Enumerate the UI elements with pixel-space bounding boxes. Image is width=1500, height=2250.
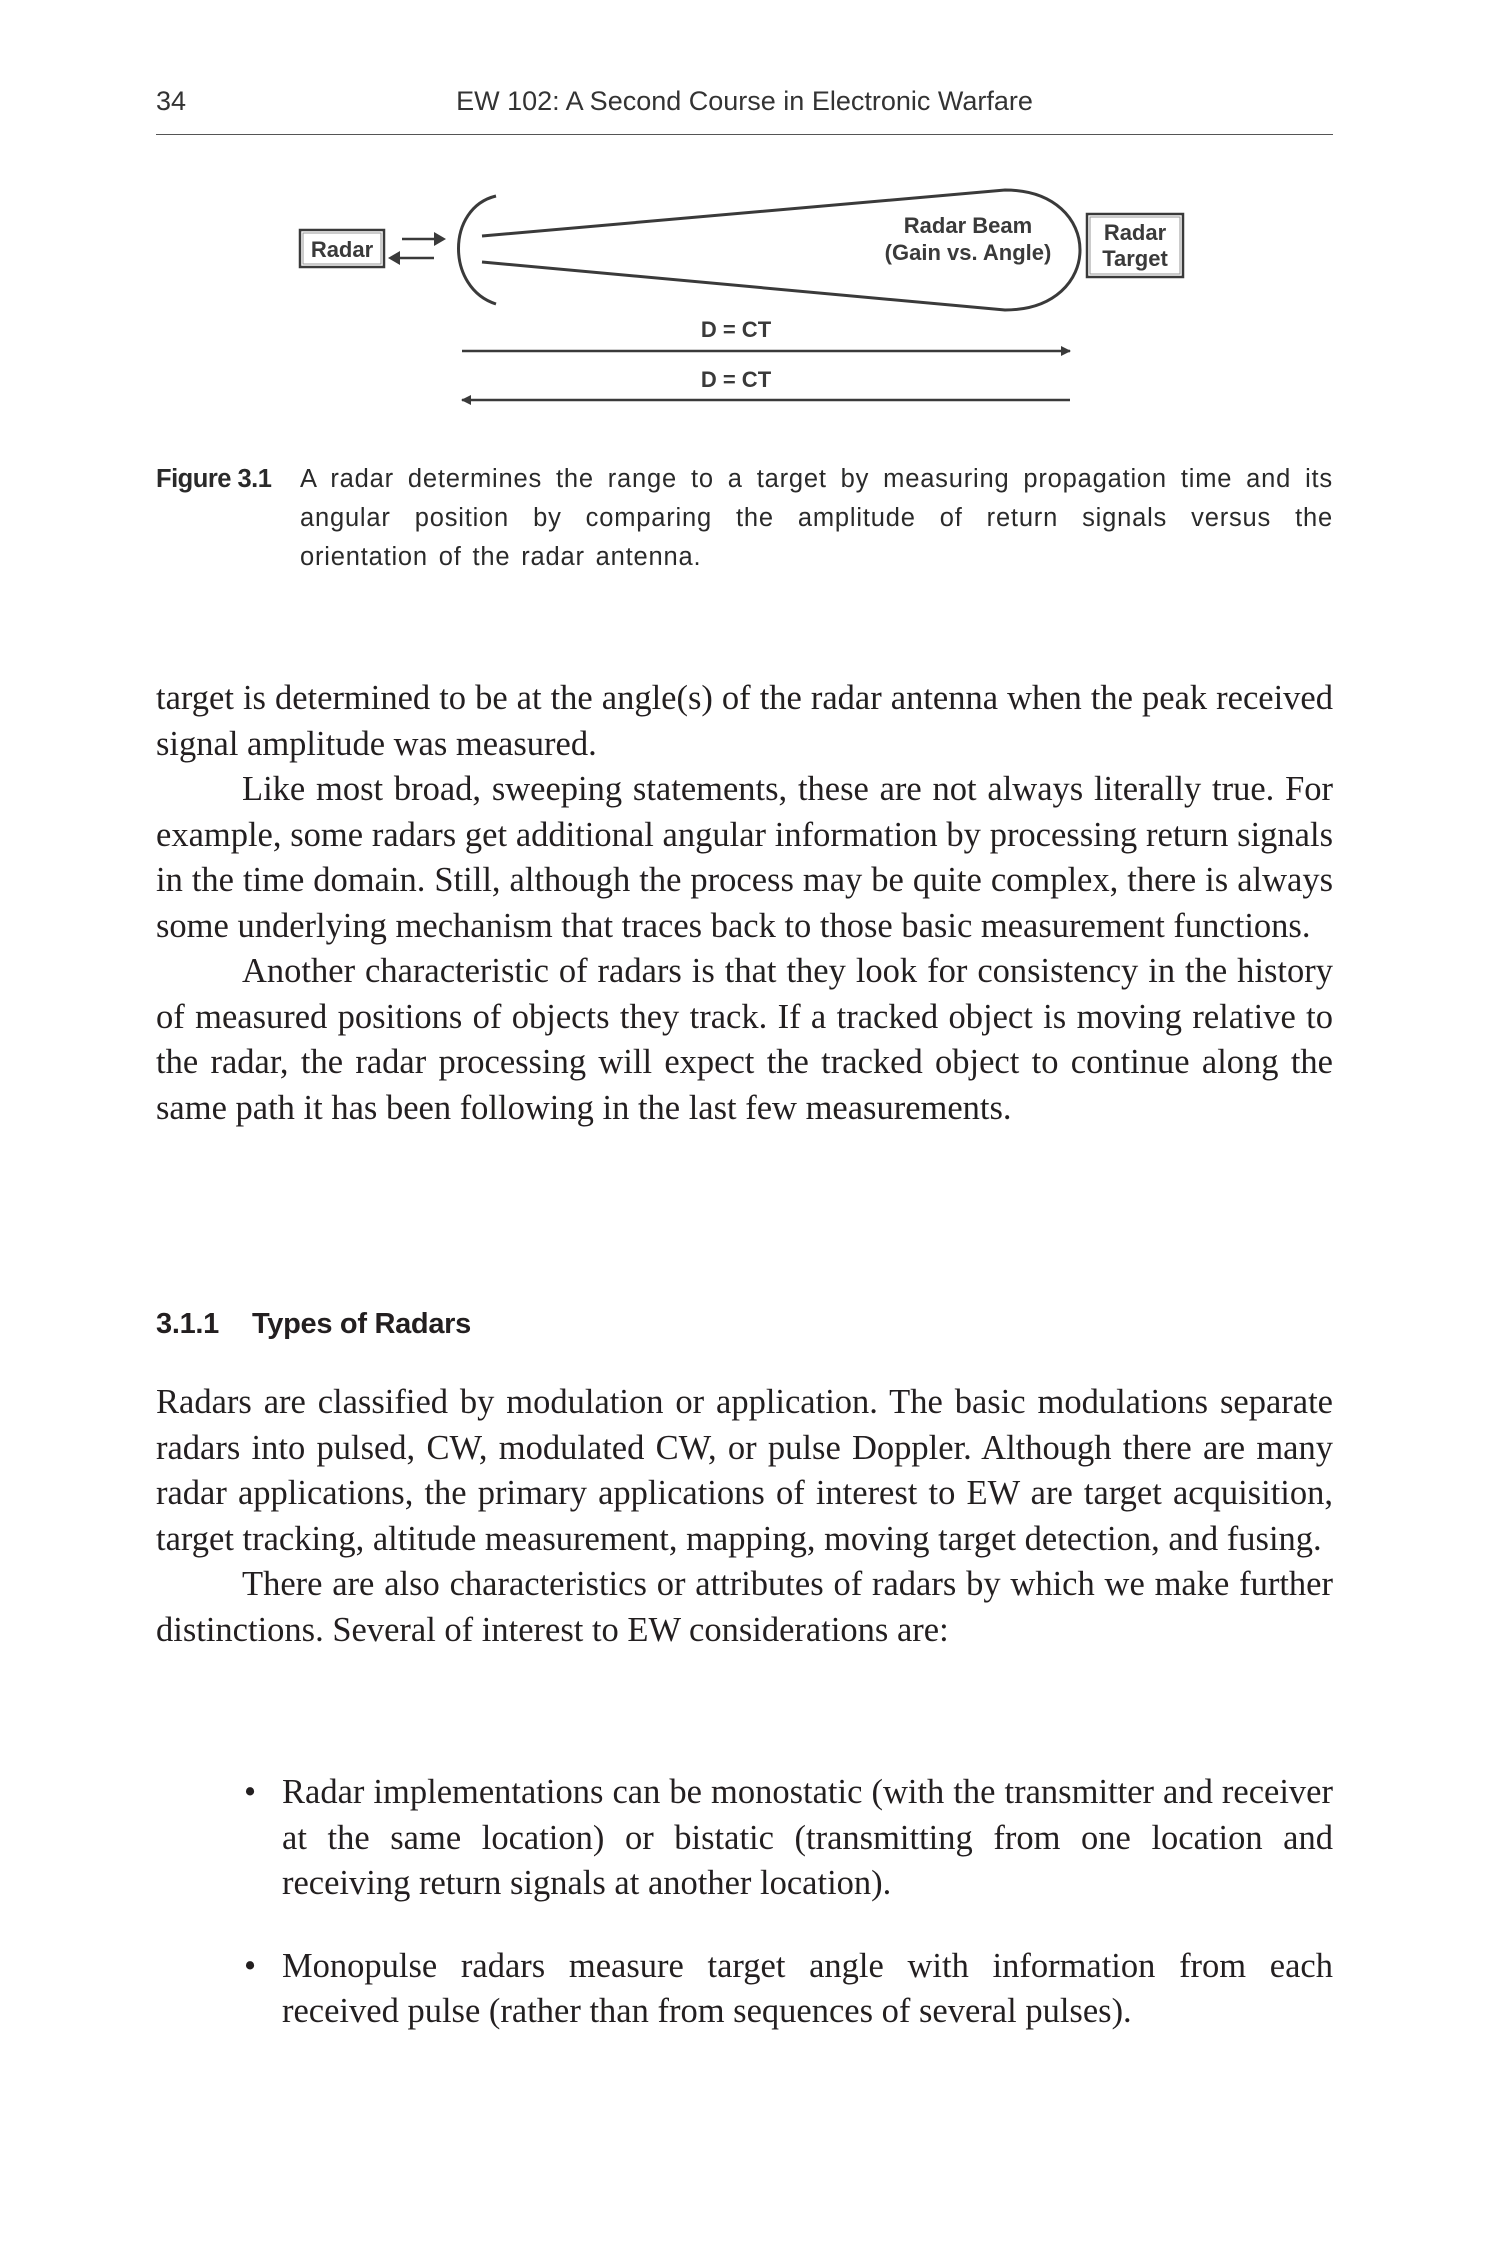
caption-label: Figure 3.1 (156, 465, 272, 493)
bullet-list (156, 1770, 1333, 2072)
list-item (156, 1944, 1333, 2035)
return-label: D = CT (700, 367, 772, 392)
caption-text: A radar determines the range to a target by measuring propagation time and its angular position by comparing the amplitude of return signals versus the orientation of the radar antenna. (300, 465, 1333, 571)
beam-label-line1: Radar Beam (903, 213, 1033, 238)
antenna-dish (459, 196, 497, 304)
beam-label-line2: (Gain vs. Angle) (884, 240, 1052, 265)
radar-label: Radar (310, 237, 374, 262)
section-title: Types of Radars (252, 1308, 471, 1340)
paragraph: There are also characteristics or attributes of radars by which we make further distinctions. Several of interest to EW considerations are: (156, 1565, 1333, 1649)
outbound-label: D = CT (700, 317, 772, 342)
target-label-line2: Target (1102, 246, 1168, 271)
paragraph: Like most broad, sweeping statements, these are not always literally true. For example, some radars get additional angular information by processing return signals in the time domain. Still, although the process may be quite complex, there is always some underlying mechanism that traces back to those basic measurement functions. (156, 770, 1333, 945)
bullet-text: Monopulse radars measure target angle with information from each received pulse (rather than from sequences of several pulses). (282, 1946, 1333, 2030)
bullet-text: Radar implementations can be monostatic (with the transmitter and receiver at the same location) or bistatic (transmitting from one location and receiving return signals at another location). (282, 1773, 1333, 1902)
section-heading (156, 1308, 1333, 1341)
body-text-top (156, 676, 1333, 1131)
target-label-line1: Radar (1103, 220, 1167, 245)
running-head (156, 84, 1333, 135)
bullet-icon: • (244, 1773, 257, 1811)
figure-caption (156, 460, 1333, 577)
radar-diagram (290, 180, 1210, 430)
radar-antenna-arrows (388, 232, 446, 265)
section-number: 3.1.1 (156, 1308, 219, 1340)
figure-3-1 (290, 180, 1210, 430)
page-number: 34 (156, 86, 187, 116)
list-item (156, 1770, 1333, 1907)
bullet-icon: • (244, 1946, 257, 1985)
book-title: EW 102: A Second Course in Electronic Warfare (456, 86, 1033, 116)
paragraph: target is determined to be at the angle(s) of the radar antenna when the peak received signal amplitude was measured. (156, 679, 1333, 763)
body-text-section (156, 1380, 1333, 1653)
paragraph: Radars are classified by modulation or application. The basic modulations separate radars into pulsed, CW, modulated CW, or pulse Doppler. Although there are many radar applications, the primary applications of interest to EW are target acquisition, target tracking, altitude measurement, mapping, moving target detection, and fusing. (156, 1383, 1333, 1558)
paragraph: Another characteristic of radars is that they look for consistency in the history of measured positions of objects they track. If a tracked object is moving relative to the radar, the radar processing will expect the tracked object to continue along the same path it has been following in the last few measurements. (156, 952, 1333, 1127)
